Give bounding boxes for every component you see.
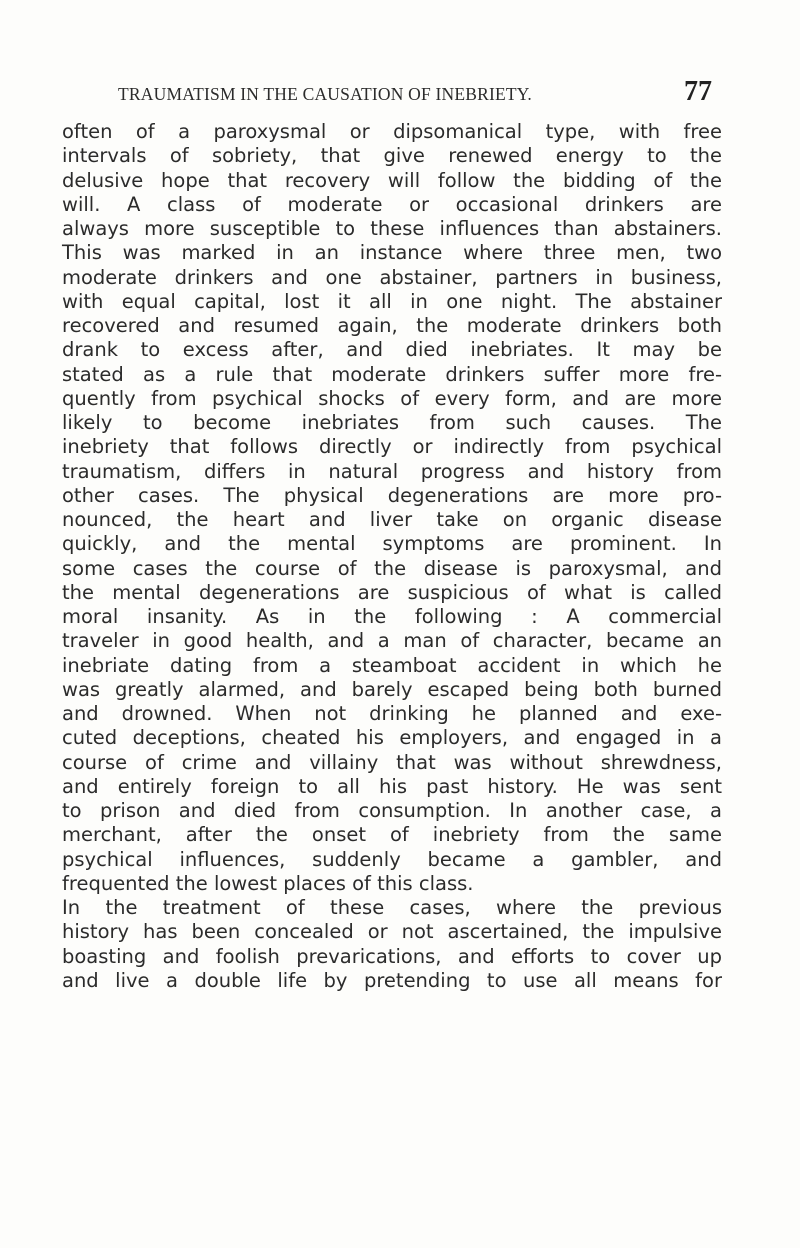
- text-line: psychical influences, suddenly became a gambler, and: [62, 847, 722, 871]
- text-line: always more susceptible to these influences than abstainers.: [62, 217, 722, 240]
- text-line: stated as a rule that moderate drinkers suffer more fre-: [62, 362, 722, 386]
- text-line: moral insanity. As in the following : A commercial: [62, 605, 722, 628]
- text-line: likely to become inebriates from such causes. The: [62, 411, 722, 434]
- text-line: cuted deceptions, cheated his employers, and engaged in a: [62, 726, 722, 750]
- text-line: This was marked in an instance where three men, two: [62, 241, 722, 265]
- text-line: delusive hope that recovery will follow the bidding of the: [62, 168, 722, 192]
- text-line: inebriate dating from a steamboat accident in which he: [62, 653, 722, 677]
- text-line: history has been concealed or not ascertained, the impulsive: [62, 920, 722, 944]
- page-number: 77: [684, 76, 712, 107]
- text-line: merchant, after the onset of inebriety from the same: [62, 823, 722, 847]
- text-line: quickly, and the mental symptoms are prominent. In: [62, 532, 722, 556]
- text-line: traveler in good health, and a man of character, became an: [62, 629, 722, 653]
- text-line: nounced, the heart and liver take on organic disease: [62, 508, 722, 531]
- text-line: the mental degenerations are suspicious of what is called: [62, 580, 722, 604]
- text-line: and live a double life by pretending to use all means for: [62, 968, 722, 992]
- text-line: moderate drinkers and one abstainer, partners in business,: [62, 265, 722, 289]
- text-line: some cases the course of the disease is paroxysmal, and: [62, 556, 722, 580]
- running-header: [118, 76, 712, 110]
- text-line: other cases. The physical degenerations are more pro-: [62, 483, 722, 507]
- text-line: often of a paroxysmal or dipsomanical type, with free: [62, 120, 722, 143]
- text-line: course of crime and villainy that was without shrewdness,: [62, 750, 722, 774]
- text-line: was greatly alarmed, and barely escaped being both burned: [62, 677, 722, 701]
- running-header-title: TRAUMATISM IN THE CAUSATION OF INEBRIETY.: [118, 84, 532, 104]
- text-line: frequented the lowest places of this class.: [62, 871, 474, 895]
- text-line: inebriety that follows directly or indirectly from psychical: [62, 435, 722, 459]
- text-line: traumatism, differs in natural progress and history from: [62, 459, 722, 483]
- text-line: will. A class of moderate or occasional drinkers are: [62, 192, 722, 216]
- text-line: and drowned. When not drinking he planned and exe-: [62, 702, 722, 725]
- text-line: boasting and foolish prevarications, and efforts to cover up: [62, 944, 722, 968]
- text-line: In the treatment of these cases, where the previous: [62, 896, 722, 919]
- text-line: intervals of sobriety, that give renewed energy to the: [62, 144, 722, 168]
- body-text: [62, 120, 722, 993]
- text-line: and entirely foreign to all his past history. He was sent: [62, 774, 722, 798]
- text-line: recovered and resumed again, the moderate drinkers both: [62, 314, 722, 337]
- text-line: quently from psychical shocks of every form, and are more: [62, 386, 722, 410]
- text-line: to prison and died from consumption. In another case, a: [62, 799, 722, 822]
- text-line: drank to excess after, and died inebriates. It may be: [62, 338, 722, 362]
- text-line: with equal capital, lost it all in one night. The abstainer: [62, 289, 722, 313]
